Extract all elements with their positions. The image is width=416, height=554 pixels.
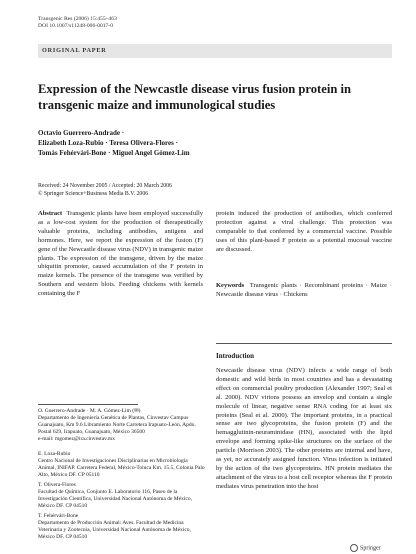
affiliation-address: Departamento de Producción Animal: Aves. Facultad de Medicina Veterinaria y Zootecnia, Universidad Nacional Autónoma de México, México DF. CP 04510 (38, 520, 191, 541)
affiliation-address: Centro Nacional de Investigaciones Disciplinarias en Microbiología Animal, INIFAP. Carretera Federal, México-Toluca Km. 15.5, Colonia Palo Alto, México DF. CP 05110 (38, 458, 205, 479)
affiliation-address: Facultad de Química, Conjunto E. Laboratorio 116, Paseo de la Investigación Científica, Universidad Nacional Autónoma de México, México DF. CP 04510 (38, 489, 192, 510)
running-header (38, 16, 117, 30)
copyright: © Springer Science+Business Media B.V. 2006 (38, 191, 149, 197)
article-type-band (38, 44, 392, 58)
abstract-label: Abstract (38, 210, 63, 217)
keywords-block (216, 282, 392, 300)
affiliation-authors: E. Loza-Rubio (38, 451, 71, 457)
introduction-body (216, 367, 392, 492)
affiliation-address: Departamento de Ingeniería Genética de Plantas, Cinvestav Campus Guanajuato, Km 9.6 Libramiento Norte Carretera Irapuato-León, Apdo. Postal 629, Irapuato, Guanajuato, México 36500 (38, 415, 196, 436)
keywords-text: Transgenic plants · Recombinant proteins · Maize · Newcastle disease virus · Chickens (216, 282, 392, 298)
affiliation-authors: T. Fehérvári-Bone (38, 513, 79, 519)
affiliation-email: e-mail: mgomez@ira.cinvestav.mx (38, 436, 115, 443)
author-line: Octavio Guerrero-Andrade · (38, 129, 125, 137)
abstract-right (216, 210, 392, 255)
springer-logo-icon (350, 544, 358, 552)
publisher-footer (350, 544, 381, 552)
footnote-separator (38, 404, 138, 405)
author-list (38, 128, 378, 158)
paper-title: Expression of the Newcastle disease virus fusion protein in transgenic maize and immunological studies (38, 82, 351, 112)
abstract-text-left: Transgenic plants have been employed successfully as a low-cost system for the production of therapeutically valuable proteins, including antibodies, antigens and hormones. Here, we report the expression of the fusion (F) gene of the Newcastle disease virus (NDV) in transgenic maize plants. The expression of the transgene, driven by the maize ubiquitin promoter, caused accumulation of the F protein in maize kernels. The presence of the transgene was verified by Southern and western blots. Feeding chickens with kernels containing the F (38, 210, 204, 298)
affiliation-authors: O. Guerrero-Andrade · M. A. Gómez-Lim (✉) (38, 408, 141, 414)
author-line: Tomás Fehérvári-Bone · Miguel Angel Gómez-Lim (38, 149, 190, 157)
abstract-text-right: protein induced the production of antibodies, which conferred protection against a viral challenge. This protection was comparable to that conferred by a commercial vaccine. Possible uses of this plant-based F protein as a potential mucosal vaccine are discussed. (216, 210, 392, 253)
publication-dates (38, 182, 172, 198)
affiliation-3 (38, 482, 206, 510)
section-rule (216, 343, 392, 344)
journal-citation: Transgenic Res (2006) 15:455–463 (38, 16, 117, 22)
doi: DOI 10.1007/s11248-006-0017-0 (38, 23, 113, 29)
received-accepted: Received: 24 November 2005 / Accepted: 20 March 2006 (38, 183, 172, 189)
article-type-label: ORIGINAL PAPER (42, 47, 107, 54)
introduction-heading: Introduction (216, 352, 254, 360)
abstract-left (38, 210, 203, 299)
affiliation-2 (38, 451, 206, 479)
affiliation-4 (38, 513, 206, 541)
affiliation-1 (38, 408, 206, 443)
keywords-label: Keywords (216, 282, 245, 289)
author-line: Elizabeth Loza-Rubio · Teresa Olivera-Flores · (38, 139, 178, 147)
publisher-name: Springer (360, 545, 381, 552)
introduction-text: Newcastle disease virus (NDV) infects a wide range of both domestic and wild birds in most countries and has a devastating effect on commercial poultry production (Alexander 1997; Seal et al. 2000). NDV virions possess an envelop and contain a single molecule of linear, negative sense RNA coding for at least six proteins (Seal et al. 2000). The important proteins, in a practical sense are two glycoproteins, the fusion protein (F) and the hemagglutinin-neuraminidase (HN), associated with the lipid envelope and forming spike-like structures on the surface of the particle (Morrison 2003). The other proteins are internal and have, as yet, no accurately assigned function. Virus infection is initiated by the action of the two glycoproteins. HN protein mediates the attachment of the virus to a host cell receptor whereas the F protein mediates virus penetration into the host (216, 367, 392, 490)
affiliation-authors: T. Olivera-Flores (38, 482, 76, 488)
